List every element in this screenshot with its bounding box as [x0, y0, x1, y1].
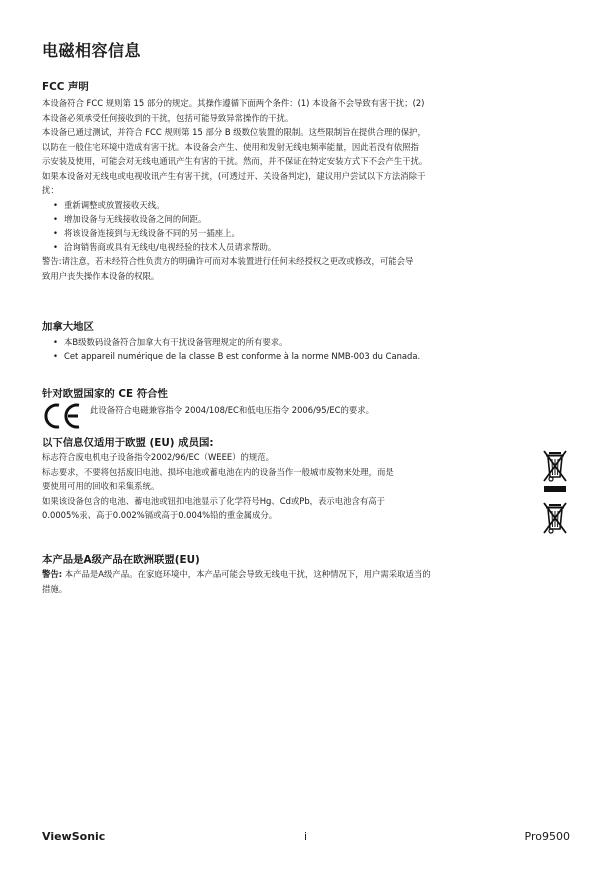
- weee-paragraph: [42, 450, 502, 523]
- list-item: • 将该设备连接到与无线设备不同的另一插座上。: [42, 226, 564, 240]
- list-item: • 重新调整或放置接收天线。: [42, 198, 564, 212]
- ce-text: 此设备符合电磁兼容指令 2004/108/EC和低电压指令 2006/95/EC的要求。: [90, 405, 375, 415]
- ce-heading: 针对欧盟国家的 CE 符合性: [42, 388, 168, 400]
- warning-text: 本产品是A级产品。在家庭环境中，本产品可能会导致无线电干扰，这种情况下，用户需采取适当的: [62, 569, 431, 579]
- weee-line: 标志符合废电机电子设备指令2002/96/EC（WEEE）的规范。: [42, 452, 275, 462]
- weee-line: 0.0005%汞、高于0.002%镉或高于0.004%铅的重金属成分。: [42, 510, 278, 520]
- fcc-line: 本设备符合 FCC 规则第 15 部分的规定。其操作遵循下面两个条件：(1) 本设备不会导致有害干扰；(2): [42, 98, 425, 108]
- crossed-bin-icon: [541, 500, 569, 536]
- weee-line: 标志要求，不要将包括废旧电池、损坏电池或蓄电池在内的设备当作一般城市废物来处理，而是: [42, 466, 394, 477]
- list-item: • 增加设备与无线接收设备之间的间距。: [42, 212, 564, 226]
- weee-line: 如果该设备包含的电池、蓄电池或钮扣电池显示了化学符号Hg、Cd或Pb，表示电池含有高于: [42, 495, 386, 506]
- crossed-bin-bar-icon: [541, 448, 569, 494]
- footer-brand: ViewSonic: [42, 830, 106, 843]
- list-item: • 本B级数码设备符合加拿大有干扰设备管理规定的所有要求。: [42, 335, 564, 349]
- fcc-warning-line: 致用户丧失操作本设备的权限。: [42, 270, 160, 281]
- weee-section: [42, 436, 564, 523]
- classa-warning-line: [42, 567, 564, 582]
- classa-section: [42, 553, 564, 596]
- fcc-heading: FCC 声明: [42, 81, 89, 93]
- fcc-line: 本设备必须承受任何接收到的干扰，包括可能导致异常操作的干扰。: [42, 112, 294, 123]
- fcc-line: 示安装及使用，可能会对无线电通讯产生有害的干扰。然而，并不保证在特定安装方式下不会产生干扰。: [42, 156, 428, 166]
- list-item: • 洽询销售商或具有无线电/电视经验的技术人员请求帮助。: [42, 240, 564, 254]
- fcc-warning: [42, 254, 564, 283]
- list-item: • Cet appareil numérique de la classe B est conforme à la norme NMB-003 du Canada.: [42, 349, 564, 363]
- fcc-line: 扰：: [42, 185, 59, 195]
- fcc-line: 如果本设备对无线电或电视收讯产生有害干扰，(可透过开、关设备判定)，建议用户尝试以下方法消除干: [42, 170, 426, 181]
- ce-mark-icon: [42, 402, 82, 430]
- fcc-warning-line: 警告:请注意，若未经符合性负责方的明确许可而对本装置进行任何未经授权之更改或修改，可能会导: [42, 256, 414, 267]
- fcc-line: 本设备已通过测试，并符合 FCC 规则第 15 部分 B 级数位装置的限制。这些限制旨在提供合理的保护，: [42, 127, 426, 137]
- ce-section: [42, 387, 564, 430]
- canada-heading: 加拿大地区: [42, 321, 94, 333]
- classa-heading: 本产品是A级产品在欧洲联盟(EU): [42, 554, 200, 566]
- ce-statement: [42, 403, 564, 430]
- fcc-section: [42, 80, 564, 283]
- canada-bullet-list: [42, 335, 564, 363]
- classa-warning-line: 措施。: [42, 583, 68, 594]
- fcc-paragraph: [42, 96, 564, 198]
- fcc-line: 以防在一般住宅环境中造成有害干扰。本设备会产生、使用和发射无线电频率能量，因此若没有依照指: [42, 141, 419, 152]
- warning-label: 警告:: [42, 569, 63, 579]
- canada-section: [42, 320, 564, 363]
- weee-line: 要使用可用的回收和采集系统。: [42, 481, 160, 491]
- page-number: i: [304, 830, 308, 843]
- fcc-bullet-list: [42, 198, 564, 255]
- footer-model: Pro9500: [524, 830, 570, 843]
- page-title: 电磁相容信息: [42, 41, 142, 60]
- weee-heading: 以下信息仅适用于欧盟 (EU) 成员国:: [42, 437, 214, 449]
